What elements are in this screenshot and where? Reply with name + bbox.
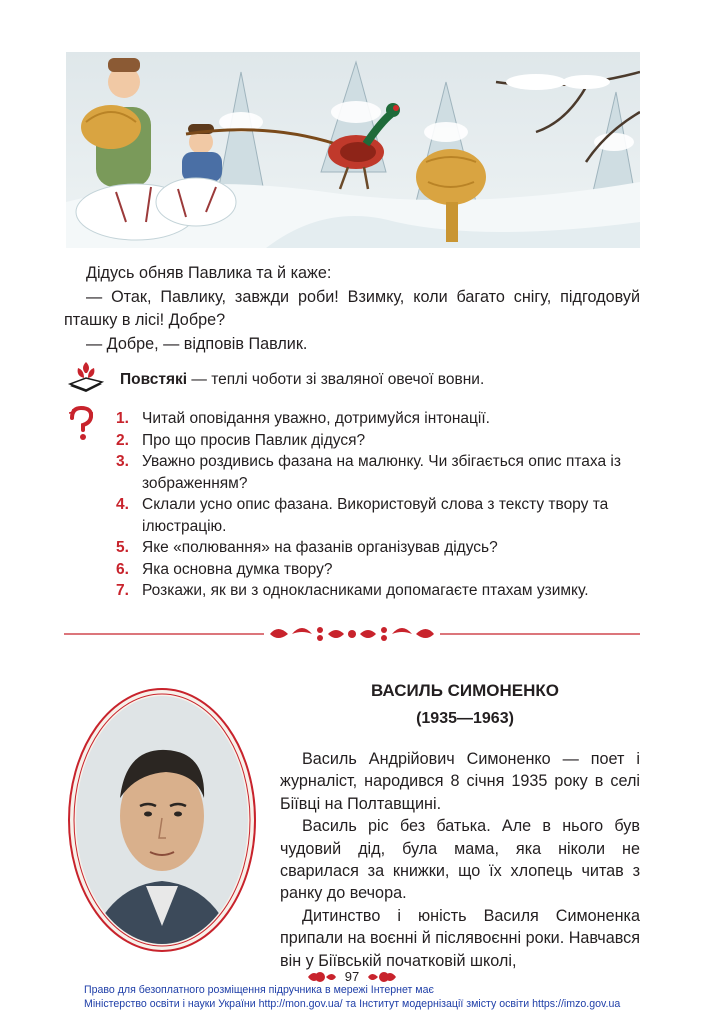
question-number: 4. <box>116 496 129 513</box>
biography-text <box>280 748 640 972</box>
biography-years: (1935—1963) <box>416 710 514 727</box>
biography-title: ВАСИЛЬ СИМОНЕНКО <box>370 681 560 700</box>
footer-line: Міністерство освіти і науки України http://mon.gov.ua/ та Інститут модернізації змісту освіти https://imzo.gov.ua <box>84 998 621 1010</box>
story-text <box>64 262 640 356</box>
question-text: Уважно роздивись фазана на малюнку. Чи збігається опис птаха із зображенням? <box>142 453 621 492</box>
question-text: Читай оповідання уважно, дотримуйся інтонації. <box>142 410 490 427</box>
question-number: 5. <box>116 539 129 556</box>
winter-scene-pheasant-illustration <box>66 52 640 248</box>
question-text: Яка основна думка твору? <box>142 560 333 578</box>
glossary-term: Повстякі <box>120 371 188 388</box>
question-number: 2. <box>116 431 129 449</box>
question-number: 1. <box>116 410 129 427</box>
question-number: 7. <box>116 582 129 599</box>
glossary-definition: — теплі чоботи зі зваляної овечої вовни. <box>187 371 485 388</box>
story-paragraph: Дідусь обняв Павлика та й каже: <box>86 264 332 282</box>
question-text: Про що просив Павлик дідуся? <box>142 431 366 449</box>
glossary-entry <box>120 369 484 391</box>
story-paragraph: — Отак, Павлику, завжди роби! Взимку, коли багато снігу, підгодовуй пташку в лісі! Добре? <box>64 287 640 329</box>
ornamental-divider <box>64 622 640 646</box>
biography-paragraph: Василь Андрійович Симоненко — поет і журналіст, народився 8 січня 1935 року в селі Біївці на Полтавщині. <box>280 750 640 813</box>
question-item <box>116 451 640 494</box>
biography-paragraph: Василь ріс без батька. Але в нього був чудовий дід, була мама, яка ніколи не сварилася за книжки, що їх хлопець читав з ранку до вечора. <box>280 817 640 903</box>
question-text: Яке «полювання» на фазанів організував дідусь? <box>142 539 498 556</box>
question-mark-icon <box>66 406 96 442</box>
questions-list <box>116 408 640 602</box>
question-item <box>116 430 640 452</box>
biography-paragraph: Дитинство і юність Василя Симоненка припали на воєнні й післявоєнні роки. Навчався він у Біївській початковій школі, <box>280 906 640 970</box>
page-number: 97 <box>344 969 360 984</box>
question-number: 6. <box>116 560 129 578</box>
question-item <box>116 559 640 581</box>
footer-line: Право для безоплатного розміщення підручника в мережі Інтернет має <box>84 984 434 996</box>
question-item <box>116 537 640 559</box>
question-text: Склали усно опис фазана. Використовуй слова з тексту твору та ілюстрацію. <box>142 496 609 535</box>
question-number: 3. <box>116 453 129 470</box>
footer-notice <box>84 983 644 1011</box>
story-paragraph: — Добре, — відповів Павлик. <box>86 334 308 353</box>
question-item <box>116 494 640 537</box>
question-item <box>116 580 640 602</box>
question-text: Розкажи, як ви з однокласниками допомагаєте птахам узимку. <box>142 582 589 599</box>
author-portrait <box>66 686 258 954</box>
dictionary-icon <box>66 360 106 396</box>
question-item <box>116 408 640 430</box>
